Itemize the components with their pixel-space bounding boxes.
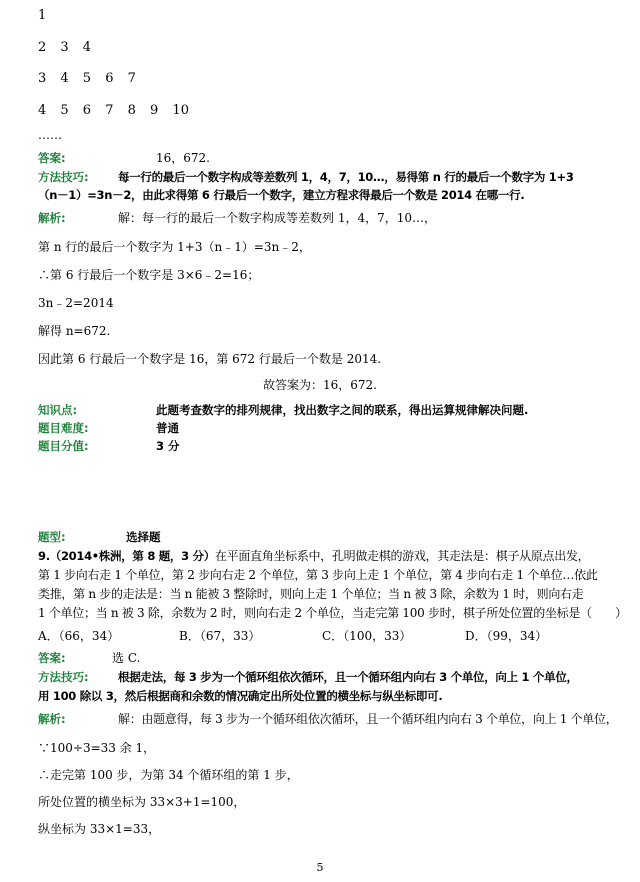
q8-analysis-row bbox=[38, 211, 436, 226]
knowledge-label: 知识点: bbox=[38, 403, 78, 417]
tip-label: 方法技巧: bbox=[38, 670, 89, 684]
analysis-line: 解得 n=672. bbox=[38, 324, 111, 338]
q9-answer-row bbox=[38, 651, 141, 666]
analysis-text: 解：由题意得，每 3 步为一个循环组依次循环，且一个循环组内向右 3 个单位，向上 1 个单位， bbox=[118, 712, 618, 726]
type-text: 选择题 bbox=[126, 530, 161, 544]
option-b: B．（67，33） bbox=[179, 629, 261, 643]
option-c: C．（100，33） bbox=[322, 629, 412, 643]
analysis-line: ∴第 6 行最后一个数字是 3×6﹣2=16； bbox=[38, 268, 260, 282]
analysis-label: 解析: bbox=[38, 211, 66, 225]
analysis-label: 解析: bbox=[38, 712, 66, 726]
option-d: D．（99，34） bbox=[465, 629, 548, 643]
answer-text: 选 C. bbox=[112, 651, 141, 665]
q9-stem-line4: 1 个单位；当 n 被 3 除，余数为 2 时，则向右走 2 个单位，当走完第 100 步时，棋子所处位置的坐标是（ ） bbox=[38, 606, 627, 620]
q9-analysis-row bbox=[38, 712, 618, 727]
triangle-row-1: 1 bbox=[38, 8, 47, 23]
tip-label: 方法技巧: bbox=[38, 170, 89, 184]
analysis-line: 纵坐标为 33×1=33， bbox=[38, 822, 161, 836]
tip-text-line1: 根据走法，每 3 步为一个循环组依次循环，且一个循环组内向右 3 个单位，向上 1 个单位， bbox=[118, 670, 578, 684]
q9-stem-line3: 类推，第 n 步的走法是：当 n 能被 3 整除时，则向上走 1 个单位；当 n 被 3 除，余数为 1 时，则向右走 bbox=[38, 587, 584, 601]
question-type-row bbox=[38, 530, 161, 545]
difficulty-label: 题目难度: bbox=[38, 421, 89, 435]
analysis-line: 3n﹣2=2014 bbox=[38, 296, 114, 310]
tip-text-line2: （n－1）=3n－2，由此求得第 6 行最后一个数字，建立方程求得最后一个数是 2014 在哪一行. bbox=[38, 188, 525, 202]
analysis-line: 第 n 行的最后一个数字为 1+3（n﹣1）=3n﹣2， bbox=[38, 240, 311, 254]
analysis-line: 因此第 6 行最后一个数字是 16，第 672 行最后一个数是 2014. bbox=[38, 352, 382, 366]
type-label: 题型: bbox=[38, 530, 66, 544]
q8-answer-row bbox=[38, 151, 210, 166]
answer-text: 16，672. bbox=[156, 151, 210, 165]
analysis-text: 解：每一行的最后一个数字构成等差数列 1，4，7，10…， bbox=[118, 211, 436, 225]
analysis-line: ∵100÷3=33 余 1， bbox=[38, 741, 156, 755]
triangle-row-3: 3 4 5 6 7 bbox=[38, 71, 136, 86]
q9-stem-line2: 第 1 步向右走 1 个单位，第 2 步向右走 2 个单位，第 3 步向上走 1 个单位，第 4 步向右走 1 个单位…依此 bbox=[38, 568, 598, 582]
q9-stem-line1 bbox=[38, 549, 589, 564]
q9-tip-row bbox=[38, 670, 578, 685]
score-label: 题目分值: bbox=[38, 439, 89, 453]
triangle-row-4: 4 5 6 7 8 9 10 bbox=[38, 103, 189, 118]
question-header: 9.（2014•株洲，第 8 题，3 分） bbox=[38, 549, 215, 563]
score-row bbox=[38, 439, 180, 454]
difficulty-row bbox=[38, 421, 179, 436]
knowledge-text: 此题考查数字的排列规律，找出数字之间的联系，得出运算规律解决问题. bbox=[156, 403, 529, 417]
stem-text: 在平面直角坐标系中，孔明做走棋的游戏，其走法是：棋子从原点出发， bbox=[214, 549, 590, 563]
ellipsis: …… bbox=[38, 128, 62, 142]
option-a: A．（66，34） bbox=[38, 629, 120, 643]
q8-tip-row bbox=[38, 170, 574, 185]
analysis-line: ∴走完第 100 步，为第 34 个循环组的第 1 步， bbox=[38, 768, 299, 782]
knowledge-row bbox=[38, 403, 529, 418]
score-text: 3 分 bbox=[156, 439, 180, 453]
conclusion: 故答案为：16，672. bbox=[263, 378, 377, 392]
answer-label: 答案: bbox=[38, 651, 66, 665]
difficulty-text: 普通 bbox=[156, 421, 179, 435]
answer-label: 答案: bbox=[38, 151, 66, 165]
analysis-line: 所处位置的横坐标为 33×3+1=100， bbox=[38, 795, 246, 809]
tip-text-line1: 每一行的最后一个数字构成等差数列 1，4，7，10…，易得第 n 行的最后一个数字为 1+3 bbox=[118, 170, 574, 184]
triangle-row-2: 2 3 4 bbox=[38, 40, 92, 55]
page-number: 5 bbox=[316, 861, 324, 874]
tip-text-line2: 用 100 除以 3，然后根据商和余数的情况确定出所处位置的横坐标与纵坐标即可. bbox=[38, 689, 443, 703]
